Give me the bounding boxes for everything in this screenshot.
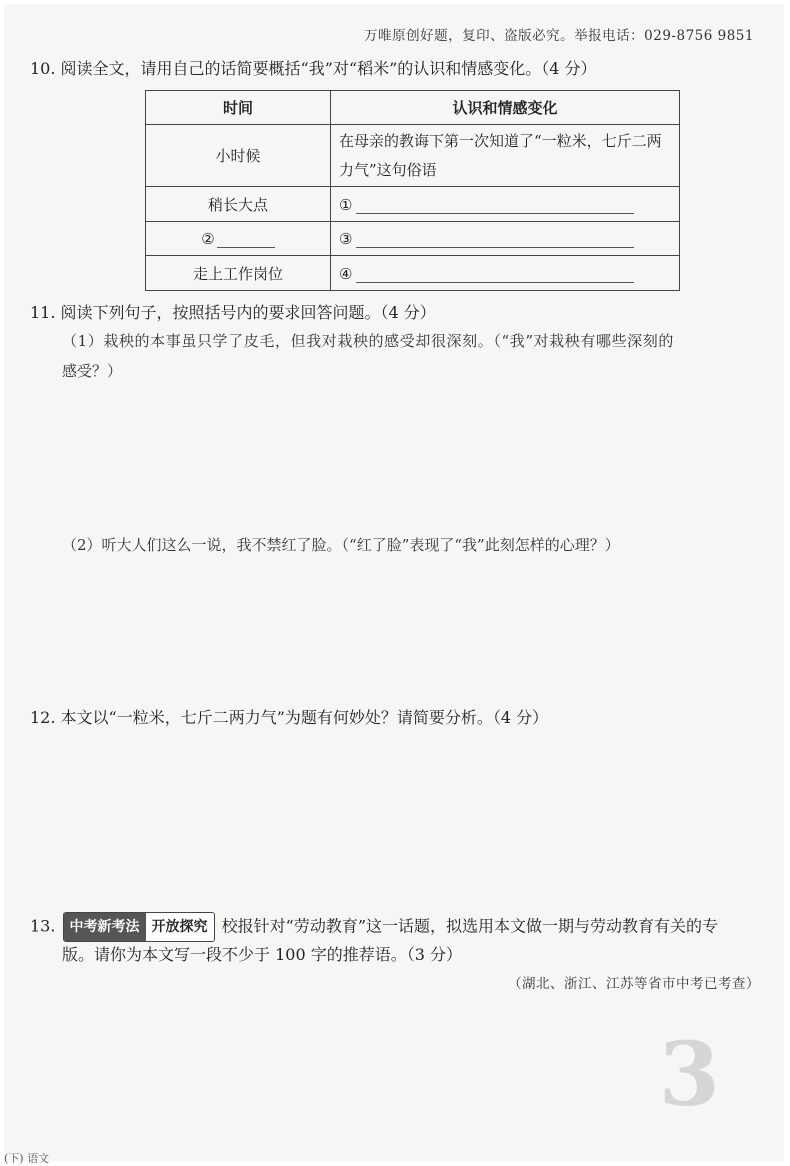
question-11-sub1-line2: 感受？） — [62, 362, 123, 380]
table-cell-time: 小时候 — [146, 125, 331, 187]
table-cell-time: 走上工作岗位 — [146, 256, 331, 291]
question-11-sub2: （2）听大人们这么一说，我不禁红了脸。（“红了脸”表现了“我”此刻怎样的心理？） — [62, 536, 620, 554]
table-cell-answer-2[interactable] — [146, 222, 331, 256]
page-number: 3 — [658, 1022, 720, 1126]
question-10-table — [145, 90, 680, 291]
question-11-text: 11. 阅读下列句子，按照括号内的要求回答问题。（4 分） — [30, 303, 436, 322]
circled-number-3: ③ — [339, 230, 353, 248]
table-cell-time: 稍长大点 — [146, 187, 331, 222]
question-13-text-line1: 校报针对“劳动教育”这一话题，拟选用本文做一期与劳动教育有关的专 — [221, 916, 719, 936]
question-12-text: 12. 本文以“一粒米，七斤二两力气”为题有何妙处？请简要分析。（4 分） — [30, 708, 549, 727]
table-cell-change: 在母亲的教诲下第一次知道了“一粒米，七斤二两力气”这句俗语 — [331, 125, 680, 187]
table-row — [146, 187, 680, 222]
table-header-time: 时间 — [146, 91, 331, 125]
table-row — [146, 256, 680, 291]
circled-number-1: ① — [339, 195, 353, 214]
answer-blank-3[interactable] — [356, 229, 634, 248]
answer-blank-4[interactable] — [356, 264, 634, 283]
answer-blank-1[interactable] — [356, 195, 634, 214]
table-header-row — [146, 91, 680, 125]
table-row — [146, 222, 680, 256]
exam-source-note: （湖北、浙江、江苏等省市中考已考查） — [508, 976, 760, 992]
circled-number-2: ② — [201, 230, 215, 248]
tag-new-method: 中考新考法 — [64, 913, 146, 941]
table-header-change: 认识和情感变化 — [331, 91, 680, 125]
question-13-text-line2: 版。请你为本文写一段不少于 100 字的推荐语。（3 分） — [62, 945, 462, 964]
table-cell-answer-4[interactable] — [331, 256, 680, 291]
table-row — [146, 125, 680, 187]
answer-blank-2[interactable] — [217, 229, 275, 248]
question-13-number: 13. — [30, 916, 56, 936]
question-11-sub1-line1: （1）栽秧的本事虽只学了皮毛，但我对栽秧的感受却很深刻。（“我”对栽秧有哪些深刻的 — [62, 332, 674, 350]
question-10-text: 10. 阅读全文，请用自己的话简要概括“我”对“稻米”的认识和情感变化。（4 分） — [30, 59, 597, 78]
copyright-notice: 万唯原创好题，复印、盗版必究。举报电话：029-8756 9851 — [364, 28, 754, 44]
table-cell-answer-3[interactable] — [331, 222, 680, 256]
page-footer: (下) 语文 — [4, 1152, 50, 1165]
tag-open-explore: 开放探究 — [146, 913, 214, 941]
circled-number-4: ④ — [339, 264, 353, 283]
exam-tag — [63, 912, 215, 942]
question-13-line1 — [30, 912, 718, 942]
table-cell-answer-1[interactable] — [331, 187, 680, 222]
